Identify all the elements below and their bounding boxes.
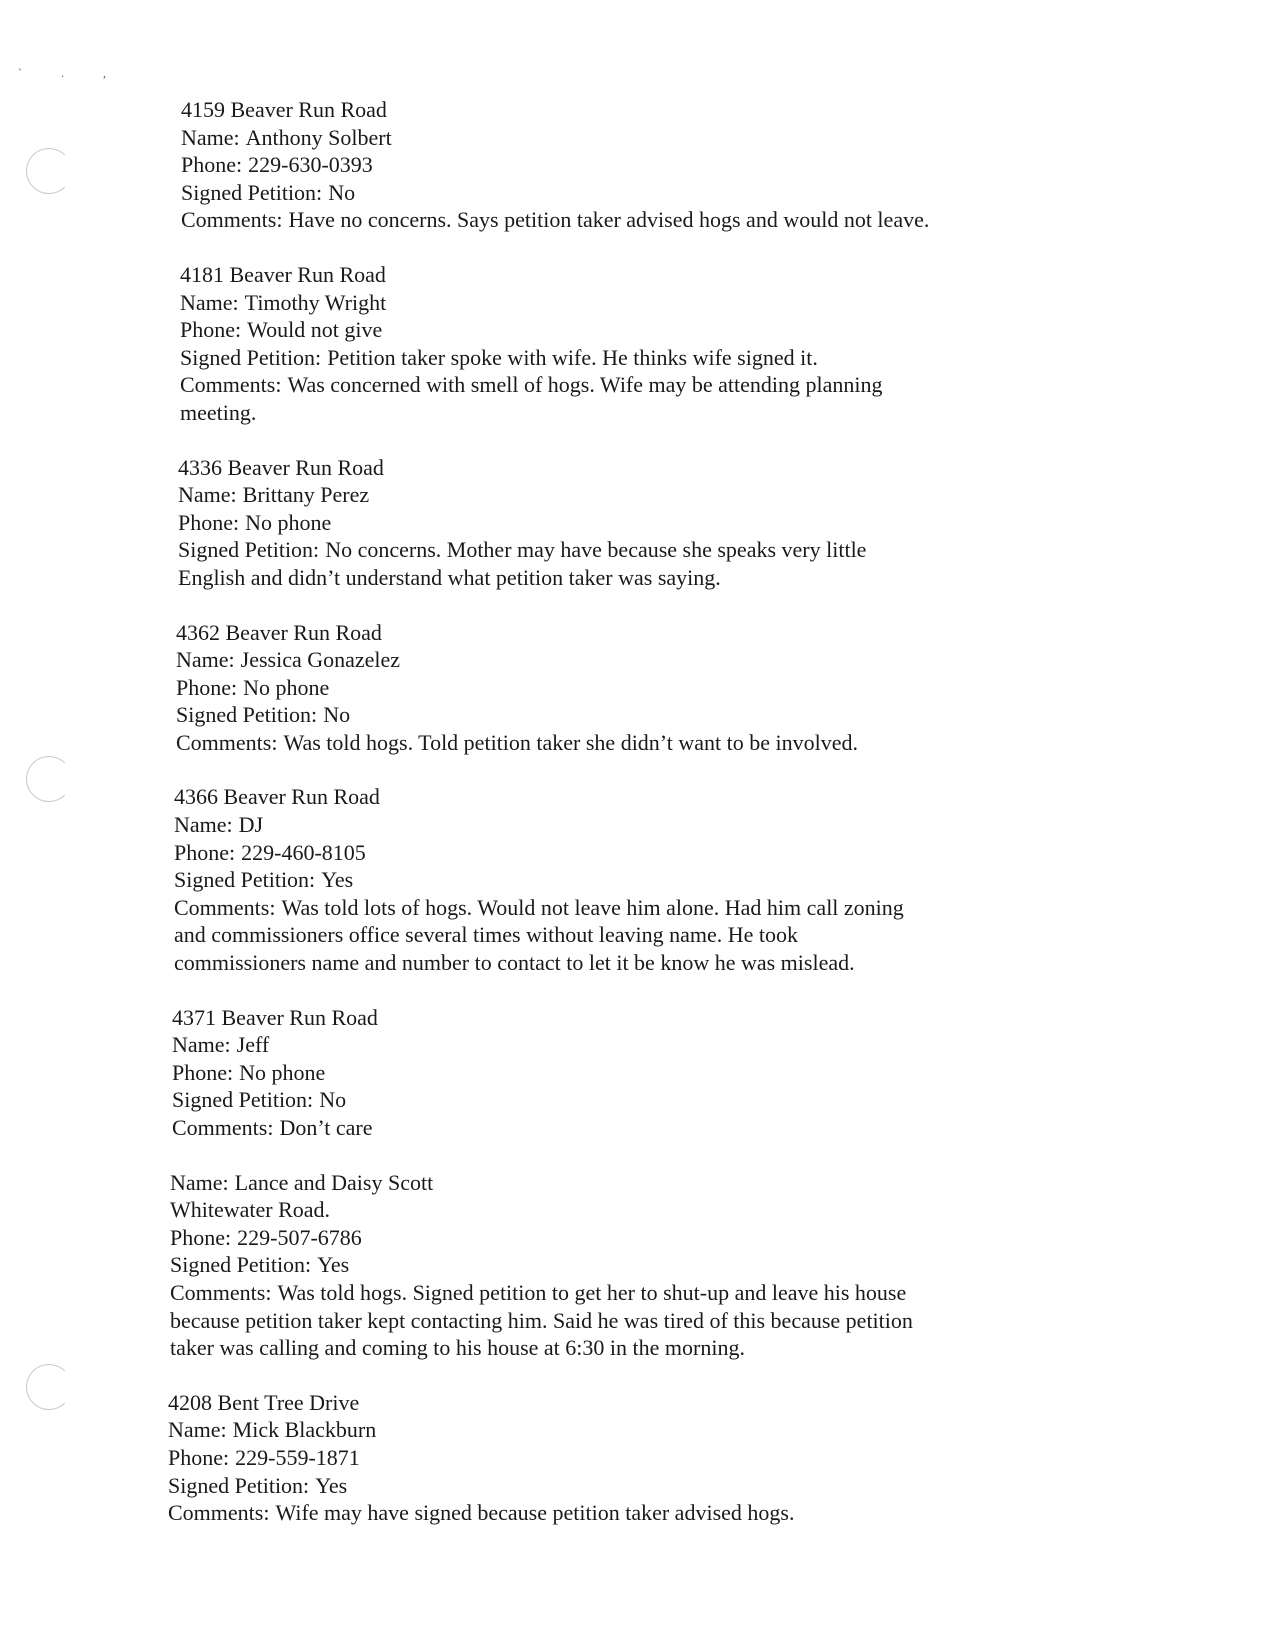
signed-value: Yes bbox=[315, 1472, 348, 1498]
signed-label: Signed Petition: bbox=[174, 867, 316, 893]
phone-line bbox=[174, 839, 1275, 867]
signed-line bbox=[181, 179, 1275, 207]
signed-label: Signed Petition: bbox=[181, 179, 323, 205]
signed-continuation-text: English and didn’t understand what petition taker was saying. bbox=[178, 564, 721, 590]
resident-entry bbox=[0, 261, 1275, 427]
name-value: Lance and Daisy Scott bbox=[234, 1169, 434, 1195]
address: 4208 Bent Tree Drive bbox=[168, 1389, 360, 1415]
name-label: Name: bbox=[170, 1169, 229, 1195]
signed-line bbox=[174, 866, 1275, 894]
comments-value: Was told lots of hogs. Would not leave him alone. Had him call zoning bbox=[281, 894, 904, 920]
phone-value: Would not give bbox=[247, 317, 383, 343]
phone-label: Phone: bbox=[168, 1444, 230, 1470]
comments-continuation bbox=[170, 1307, 1275, 1335]
name-line bbox=[176, 646, 1275, 674]
comments-line bbox=[170, 1279, 1275, 1307]
comments-value: Was told hogs. Signed petition to get her to shut-up and leave his house bbox=[277, 1279, 907, 1305]
signed-label: Signed Petition: bbox=[168, 1472, 310, 1498]
signed-value: No concerns. Mother may have because she speaks very little bbox=[325, 537, 867, 563]
name-value: Brittany Perez bbox=[242, 482, 370, 508]
comments-value: Have no concerns. Says petition taker advised hogs and would not leave. bbox=[288, 207, 930, 233]
signed-line bbox=[168, 1472, 1275, 1500]
name-line bbox=[180, 289, 1275, 317]
phone-line bbox=[180, 316, 1275, 344]
phone-value: No phone bbox=[239, 1059, 326, 1085]
comments-continuation bbox=[174, 949, 1275, 977]
resident-entry bbox=[0, 619, 1275, 757]
signed-value: Yes bbox=[317, 1252, 350, 1278]
address-line bbox=[170, 1196, 1275, 1224]
signed-label: Signed Petition: bbox=[170, 1252, 312, 1278]
phone-line bbox=[172, 1059, 1275, 1087]
phone-label: Phone: bbox=[170, 1224, 232, 1250]
signed-value: No bbox=[319, 1087, 347, 1113]
address: 4181 Beaver Run Road bbox=[180, 261, 386, 287]
comments-line bbox=[176, 729, 1275, 757]
signed-label: Signed Petition: bbox=[176, 702, 318, 728]
signed-label: Signed Petition: bbox=[172, 1087, 314, 1113]
name-label: Name: bbox=[168, 1417, 227, 1443]
signed-line bbox=[180, 344, 1275, 372]
name-label: Name: bbox=[181, 124, 240, 150]
phone-line bbox=[176, 674, 1275, 702]
address: 4371 Beaver Run Road bbox=[172, 1004, 378, 1030]
name-value: Jessica Gonazelez bbox=[240, 647, 401, 673]
comments-label: Comments: bbox=[168, 1500, 270, 1526]
name-label: Name: bbox=[172, 1032, 231, 1058]
comments-continuation bbox=[180, 399, 1275, 427]
phone-value: 229-460-8105 bbox=[241, 839, 366, 865]
phone-line bbox=[168, 1444, 1275, 1472]
comments-line bbox=[172, 1114, 1275, 1142]
phone-value: 229-507-6786 bbox=[237, 1224, 362, 1250]
address-line bbox=[181, 96, 1275, 124]
resident-entry bbox=[0, 1389, 1275, 1527]
address-line bbox=[178, 454, 1275, 482]
name-line bbox=[181, 124, 1275, 152]
scan-specks: ` . , bbox=[18, 66, 124, 80]
comments-continuation bbox=[170, 1334, 1275, 1362]
name-line bbox=[178, 481, 1275, 509]
comments-continuation-text: taker was calling and coming to his house at 6:30 in the morning. bbox=[170, 1335, 745, 1361]
name-label: Name: bbox=[178, 482, 237, 508]
name-line bbox=[174, 811, 1275, 839]
comments-label: Comments: bbox=[180, 372, 282, 398]
name-value: Jeff bbox=[236, 1032, 270, 1058]
name-label: Name: bbox=[176, 647, 235, 673]
phone-label: Phone: bbox=[174, 839, 236, 865]
name-value: Mick Blackburn bbox=[232, 1417, 377, 1443]
address-line bbox=[174, 783, 1275, 811]
comments-line bbox=[174, 894, 1275, 922]
name-line bbox=[168, 1416, 1275, 1444]
phone-label: Phone: bbox=[172, 1059, 234, 1085]
phone-label: Phone: bbox=[180, 317, 242, 343]
phone-label: Phone: bbox=[176, 674, 238, 700]
name-value: Timothy Wright bbox=[244, 289, 387, 315]
signed-value: Petition taker spoke with wife. He thinks wife signed it. bbox=[327, 344, 818, 370]
comments-value: Don’t care bbox=[279, 1115, 373, 1140]
comments-label: Comments: bbox=[181, 207, 283, 233]
phone-value: No phone bbox=[243, 674, 330, 700]
signed-line bbox=[176, 701, 1275, 729]
phone-line bbox=[178, 509, 1275, 537]
signed-line bbox=[172, 1086, 1275, 1114]
address: 4366 Beaver Run Road bbox=[174, 784, 380, 810]
phone-label: Phone: bbox=[178, 509, 240, 535]
comments-value: Was concerned with smell of hogs. Wife may be attending planning bbox=[287, 372, 883, 398]
comments-label: Comments: bbox=[172, 1115, 274, 1140]
comments-continuation bbox=[174, 921, 1275, 949]
signed-line bbox=[170, 1251, 1275, 1279]
comments-line bbox=[180, 371, 1275, 399]
comments-continuation-text: because petition taker kept contacting him. Said he was tired of this because petition bbox=[170, 1307, 913, 1333]
name-line bbox=[172, 1031, 1275, 1059]
resident-entry bbox=[0, 96, 1275, 234]
signed-label: Signed Petition: bbox=[178, 537, 320, 563]
name-value: Anthony Solbert bbox=[245, 124, 392, 150]
phone-value: 229-559-1871 bbox=[235, 1444, 360, 1470]
comments-label: Comments: bbox=[176, 729, 278, 755]
address: 4336 Beaver Run Road bbox=[178, 454, 384, 480]
name-line bbox=[170, 1169, 1275, 1197]
phone-line bbox=[181, 151, 1275, 179]
address-line bbox=[176, 619, 1275, 647]
address: 4362 Beaver Run Road bbox=[176, 619, 382, 645]
signed-label: Signed Petition: bbox=[180, 344, 322, 370]
comments-label: Comments: bbox=[170, 1279, 272, 1305]
comments-value: Wife may have signed because petition taker advised hogs. bbox=[275, 1500, 795, 1526]
signed-line bbox=[178, 536, 1275, 564]
resident-entry bbox=[0, 1004, 1275, 1142]
signed-value: Yes bbox=[321, 867, 354, 893]
signed-continuation bbox=[178, 564, 1275, 592]
comments-value: Was told hogs. Told petition taker she didn’t want to be involved. bbox=[283, 729, 858, 755]
resident-entry bbox=[0, 783, 1275, 976]
phone-value: 229-630-0393 bbox=[248, 152, 373, 178]
address: 4159 Beaver Run Road bbox=[181, 97, 387, 122]
document-body bbox=[0, 96, 1275, 1554]
address-line bbox=[180, 261, 1275, 289]
address: Whitewater Road. bbox=[170, 1197, 331, 1223]
phone-line bbox=[170, 1224, 1275, 1252]
address-line bbox=[168, 1389, 1275, 1417]
address-line bbox=[172, 1004, 1275, 1032]
resident-entry bbox=[0, 1169, 1275, 1362]
name-label: Name: bbox=[174, 812, 233, 838]
comments-line bbox=[181, 206, 1275, 234]
phone-value: No phone bbox=[245, 509, 332, 535]
comments-line bbox=[168, 1499, 1275, 1527]
comments-label: Comments: bbox=[174, 894, 276, 920]
comments-continuation-text: commissioners name and number to contact to let it be know he was mislead. bbox=[174, 950, 855, 976]
resident-entry bbox=[0, 454, 1275, 592]
signed-value: No bbox=[328, 179, 356, 205]
name-value: DJ bbox=[238, 812, 264, 838]
comments-continuation-text: and commissioners office several times without leaving name. He took bbox=[174, 922, 798, 948]
comments-continuation-text: meeting. bbox=[180, 399, 257, 425]
phone-label: Phone: bbox=[181, 152, 243, 178]
signed-value: No bbox=[323, 702, 351, 728]
name-label: Name: bbox=[180, 289, 239, 315]
